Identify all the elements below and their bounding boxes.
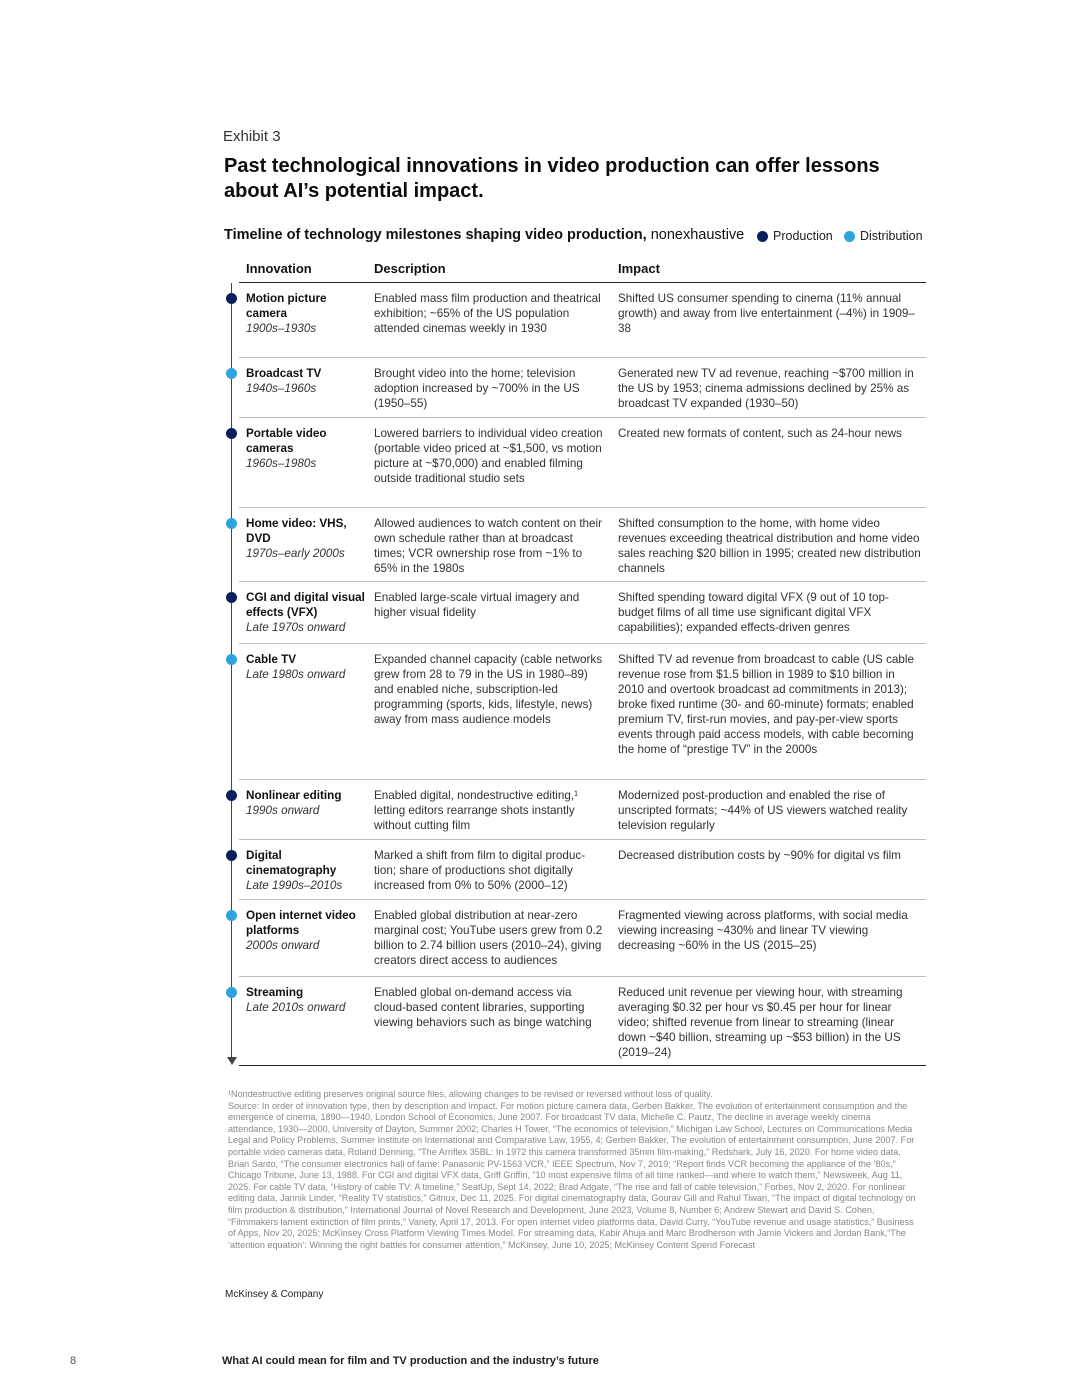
innovation-period: Late 1970s onward — [246, 621, 346, 634]
subtitle-bold: Timeline of technology milestones shaping video production, — [224, 227, 647, 243]
table-row — [224, 508, 926, 582]
description-cell: Marked a shift from film to digital produc-tion; share of productions shot digitally increased from 0% to 50% (2000–12) — [374, 849, 586, 892]
innovation-cell — [246, 652, 366, 682]
innovation-cell — [246, 788, 366, 818]
innovation-cell — [246, 848, 366, 893]
description-cell: Lowered barriers to individual video creation (portable video priced at ~$1,500, vs motion picture at ~$70,000) and enabled filming outside traditional studio sets — [374, 427, 603, 485]
innovation-name: CGI and digital visual effects (VFX) — [246, 591, 365, 619]
innovation-cell — [246, 908, 366, 953]
impact-cell: Shifted consumption to the home, with home video revenues exceeding theatrical distribution and home video sales reaching $20 billion in 1995; created new distribution channels — [618, 517, 921, 575]
innovation-period: 1960s–1980s — [246, 457, 317, 470]
innovation-name: Open internet video platforms — [246, 909, 356, 937]
description-cell: Allowed audiences to watch content on their own schedule rather than at broadcast times; VCR ownership rose from ~1% to 65% in the 1980s — [374, 517, 603, 575]
exhibit-label: Exhibit 3 — [223, 128, 281, 145]
innovation-cell — [246, 590, 366, 635]
innovation-period: 2000s onward — [246, 939, 320, 952]
impact-cell: Generated new TV ad revenue, reaching ~$700 million in the US by 1953; cinema admissions declined by 25% as broadcast TV expanded (1930–50) — [618, 367, 914, 410]
innovation-period: 1990s onward — [246, 804, 320, 817]
timeline-dot-icon — [226, 428, 237, 439]
source-note: Source: In order of innovation type, then by description and impact. For motion picture camera data, Gerben Bakker, The evolution of entertainment consumption and the emergence of cinema, 1890—1940, London School of Economics, June 2007. For broadcast TV data, Michelle C. Pautz, The decline in average weekly cinema attendance, 1930—2000, University of Dayton, Summer 2002; Charles H Tower, “The economics of television,” Michigan Law School, Lectures on Communications Media Legal and Policy Problems, Summer Institute on International and Comparative Law, 1955, 4; Gerben Bakker, The evolution of entertainment consumption, June 2007. For portable video cameras data, Roland Denning, “The Arriflex 35BL: In 1972 this camera transformed 35mm film-making,” Redshark, July 16, 2020. For home video data, Brian Santo, “The consumer electronics hall of fame: Panasonic PV-1563 VCR,” IEEE Spectrum, Nov 7, 2019; “Report finds VCR becoming the appliance of the ’80s,” Chicago Tribune, June 13, 1988. For CGI and digital VFX data, Griff Griffin, “10 most expensive films of all time ranked—and where to watch them,” Newsweek, Aug 11, 2025. For cable TV data, “History of cable TV: A timeline,” SeatUp, Sept 14, 2022; Brad Adgate, “The rise and fall of cable television,” Forbes, Nov 2, 2020. For nonlinear editing data, Jannik Linder, “Reality TV statistics,” Gitnux, Dec 11, 2025. For digital cinematography data, Gourav Gill and Rahul Tiwari, “The impact of digital technology on film production & distribution,” International Journal of Novel Research and Development, June 2023, Volume 8, Number 6; Andrew Stewart and David S. Cohen, “Filmmakers lament extinction of film prints,” Variety, April 17, 2013. For open internet video platforms data, David Curry, “YouTube revenue and usage statistics,” Business of Apps, Nov 20, 2025; McKinsey Cross Platform Viewing Times Model. For streaming data, Kabir Ahuja and Marc Brodherson with Jamie Vickers and Jordan Bank,“The ‘attention equation’: Winning the right battles for consumer attention,” McKinsey, June 10, 2025; McKinsey Content Spend Forecast — [228, 1100, 916, 1250]
timeline-dot-icon — [226, 293, 237, 304]
table-row — [224, 358, 926, 418]
chart-subtitle — [224, 227, 744, 243]
innovation-name: Broadcast TV — [246, 367, 322, 380]
description-cell: Brought video into the home; television adoption increased by ~700% in the US (1950–55) — [374, 367, 580, 410]
page-number: 8 — [70, 1355, 77, 1367]
table-row — [224, 840, 926, 900]
legend-production-label: Production — [773, 229, 833, 243]
table-row — [224, 900, 926, 977]
brand-name: McKinsey & Company — [225, 1289, 324, 1300]
column-header-description: Description — [374, 261, 446, 276]
timeline-dot-icon — [226, 368, 237, 379]
production-dot-icon — [757, 231, 768, 242]
innovation-cell — [246, 516, 366, 561]
innovation-name: Cable TV — [246, 653, 297, 666]
row-divider — [239, 1065, 926, 1066]
innovation-period: 1940s–1960s — [246, 382, 317, 395]
timeline-dot-icon — [226, 850, 237, 861]
running-title: What AI could mean for film and TV production and the industry’s future — [222, 1355, 599, 1367]
innovation-cell — [246, 366, 366, 396]
table-row — [224, 418, 926, 508]
innovation-period: 1900s–1930s — [246, 322, 317, 335]
impact-cell: Fragmented viewing across platforms, with social media viewing increasing ~430% and linear TV viewing decreasing ~60% in the US (2015–25) — [618, 909, 908, 952]
timeline-dot-icon — [226, 592, 237, 603]
innovation-period: Late 1990s–2010s — [246, 879, 343, 892]
description-cell: Expanded channel capacity (cable networks grew from 28 to 79 in the US in 1980–89) and enabled niche, subscription-led programming (sports, kids, lifestyle, news) away from mass audience models — [374, 653, 603, 726]
description-cell: Enabled mass film production and theatrical exhibition; ~65% of the US population attended cinemas weekly in 1930 — [374, 292, 601, 335]
innovation-name: Nonlinear editing — [246, 789, 342, 802]
legend-distribution — [844, 229, 923, 243]
impact-cell: Shifted US consumer spending to cinema (11% annual growth) and away from live entertainment (–4%) in 1909–38 — [618, 292, 915, 335]
innovation-name: Streaming — [246, 986, 304, 999]
innovation-period: Late 2010s onward — [246, 1001, 346, 1014]
impact-cell: Shifted spending toward digital VFX (9 out of 10 top-budget films of all time use significant digital VFX capabilities); expanded effects-driven genres — [618, 591, 889, 634]
description-cell: Enabled global on-demand access via cloud-based content libraries, supporting viewing behaviors such as binge watching — [374, 986, 592, 1029]
legend-production — [757, 229, 833, 243]
innovation-cell — [246, 291, 366, 336]
table-row — [224, 644, 926, 780]
impact-cell: Modernized post-production and enabled the rise of unscripted formats; ~44% of US viewers watched reality television regularly — [618, 789, 908, 832]
innovation-cell — [246, 426, 366, 471]
table-row — [224, 977, 926, 1066]
column-header-impact: Impact — [618, 261, 660, 276]
impact-cell: Shifted TV ad revenue from broadcast to cable (US cable revenue rose from $1.5 billion in 1989 to $10 billion in 2010 and overtook broadcast ad commitments in 2013); broke fixed runtime (30- and 60-minute) formats; enabled premium TV, first-run movies, and pay-per-view sports events through paid access models, with cable becoming the home of “prestige TV” in the 2000s — [618, 653, 915, 756]
timeline-dot-icon — [226, 910, 237, 921]
description-cell: Enabled large-scale virtual imagery and higher visual fidelity — [374, 591, 580, 619]
legend-distribution-label: Distribution — [860, 229, 923, 243]
distribution-dot-icon — [844, 231, 855, 242]
innovation-name: Portable video cameras — [246, 427, 327, 455]
table-row — [224, 283, 926, 358]
table-row — [224, 780, 926, 840]
exhibit-title: Past technological innovations in video production can offer lessons about AI’s potential impact. — [224, 155, 880, 202]
timeline-dot-icon — [226, 790, 237, 801]
innovation-cell — [246, 985, 366, 1015]
innovation-period: 1970s–early 2000s — [246, 547, 345, 560]
innovation-period: Late 1980s onward — [246, 668, 346, 681]
table-row — [224, 582, 926, 644]
footnote: ¹Nondestructive editing preserves original source files, allowing changes to be revised or reversed without loss of quality. — [228, 1089, 713, 1099]
column-header-innovation: Innovation — [246, 261, 312, 276]
impact-cell: Decreased distribution costs by ~90% for digital vs film — [618, 849, 901, 862]
impact-cell: Created new formats of content, such as 24-hour news — [618, 427, 902, 440]
innovation-name: Digital cinematography — [246, 849, 337, 877]
subtitle-rest: nonexhaustive — [646, 227, 745, 243]
innovation-name: Motion picture camera — [246, 292, 327, 320]
timeline-dot-icon — [226, 987, 237, 998]
impact-cell: Reduced unit revenue per viewing hour, with streaming averaging $0.32 per hour vs $0.45 per hour for linear video; shifted revenue from linear to streaming (linear down ~$40 billion, streaming up ~$53 billion) in the US (2019–24) — [618, 986, 903, 1059]
description-cell: Enabled global distribution at near-zero marginal cost; YouTube users grew from 0.2 billion to 2.74 billion users (2010–24), giving creators direct access to audiences — [374, 909, 603, 967]
innovation-name: Home video: VHS, DVD — [246, 517, 347, 545]
notes — [228, 1089, 918, 1251]
description-cell: Enabled digital, nondestructive editing,¹ letting editors rearrange shots instantly without cutting film — [374, 789, 579, 832]
timeline-dot-icon — [226, 654, 237, 665]
timeline-dot-icon — [226, 518, 237, 529]
